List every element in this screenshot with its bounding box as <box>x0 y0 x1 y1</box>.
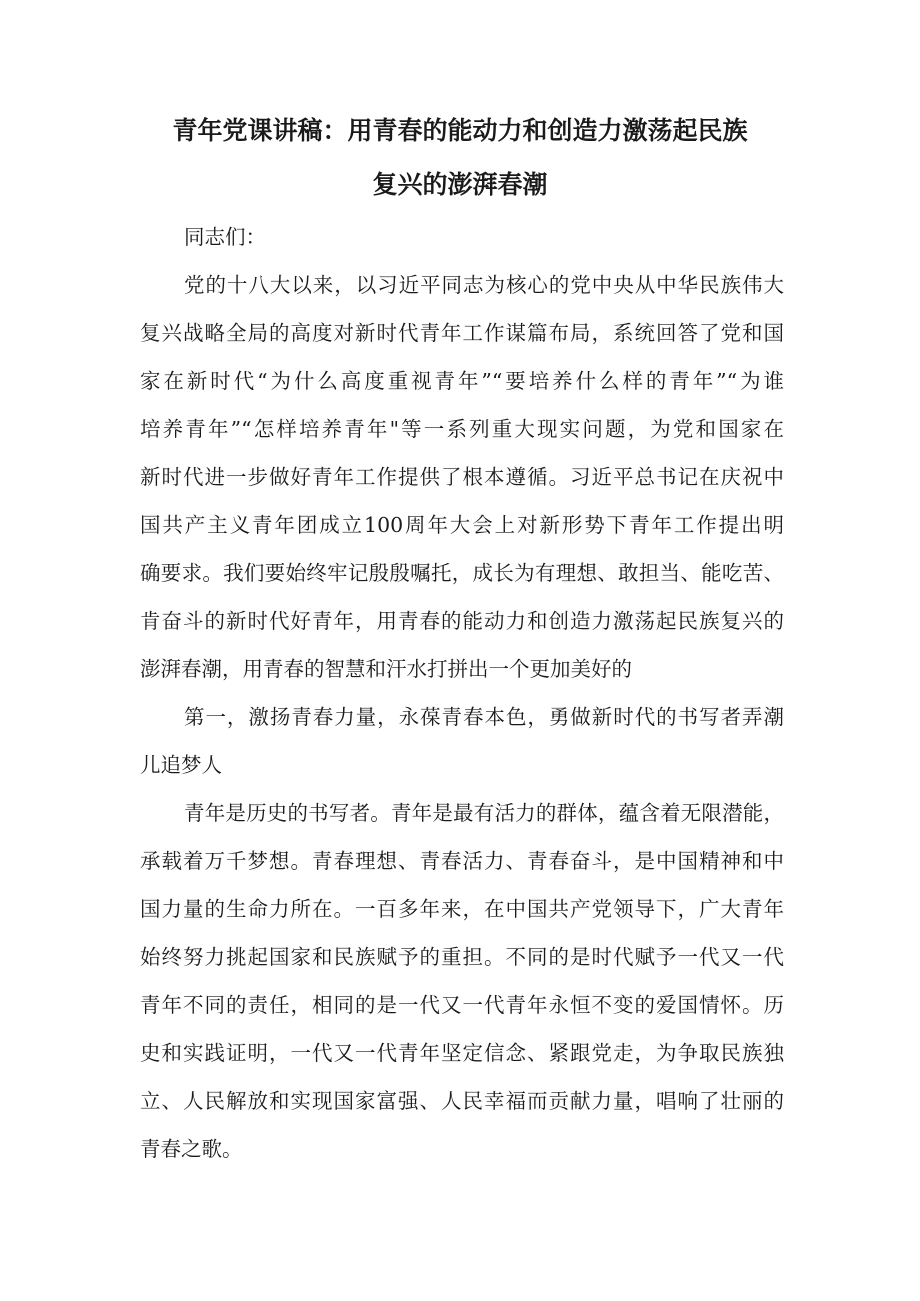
paragraph-3-line: 青年不同的责任，相同的是一代又一代青年永恒不变的爱国情怀。历 <box>140 993 784 1017</box>
paragraph-3-line: 青春之歌。 <box>140 1137 243 1161</box>
paragraph-1-line: 复兴战略全局的高度对新时代青年工作谋篇布局，系统回答了党和国 <box>140 321 784 345</box>
section-heading-line: 第一，激扬青春力量，永葆青春本色，勇做新时代的书写者弄潮 <box>184 705 784 729</box>
paragraph-1-line: 澎湃春潮，用青春的智慧和汗水打拼出一个更加美好的 <box>140 657 632 681</box>
paragraph-3-line: 青年是历史的书写者。青年是最有活力的群体，蕴含着无限潜能， <box>184 801 784 825</box>
paragraph-1-line: 新时代进一步做好青年工作提供了根本遵循。习近平总书记在庆祝中 <box>140 465 784 489</box>
paragraph-1-line: 家在新时代“为什么高度重视青年”“要培养什么样的青年”“为谁 <box>140 369 784 393</box>
paragraph-1-line: 确要求。我们要始终牢记殷殷嘱托，成长为有理想、敢担当、能吃苦、 <box>140 561 784 585</box>
paragraph-3-line: 立、人民解放和实现国家富强、人民幸福而贡献力量，唱响了壮丽的 <box>140 1089 784 1113</box>
document-title-line-1: 青年党课讲稿：用青春的能动力和创造力激荡起民族 <box>172 116 748 145</box>
paragraph-1-line: 党的十八大以来，以习近平同志为核心的党中央从中华民族伟大 <box>184 273 784 297</box>
paragraph-1-line: 培养青年”“怎样培养青年"等一系列重大现实问题，为党和国家在 <box>140 417 784 441</box>
paragraph-3-line: 国力量的生命力所在。一百多年来，在中国共产党领导下，广大青年 <box>140 897 784 921</box>
paragraph-3-line: 承载着万千梦想。青春理想、青春活力、青春奋斗，是中国精神和中 <box>140 849 784 873</box>
paragraph-1-line: 肯奋斗的新时代好青年，用青春的能动力和创造力激荡起民族复兴的 <box>140 609 784 633</box>
paragraph-3-line: 史和实践证明，一代又一代青年坚定信念、紧跟党走，为争取民族独 <box>140 1041 784 1065</box>
salutation: 同志们： <box>184 225 266 249</box>
paragraph-1-line: 国共产主义青年团成立100周年大会上对新形势下青年工作提出明 <box>140 513 784 537</box>
section-heading-line: 儿追梦人 <box>140 753 222 777</box>
paragraph-3-line: 始终努力挑起国家和民族赋予的重担。不同的是时代赋予一代又一代 <box>140 945 784 969</box>
document-title-line-2: 复兴的澎湃春潮 <box>372 170 548 199</box>
